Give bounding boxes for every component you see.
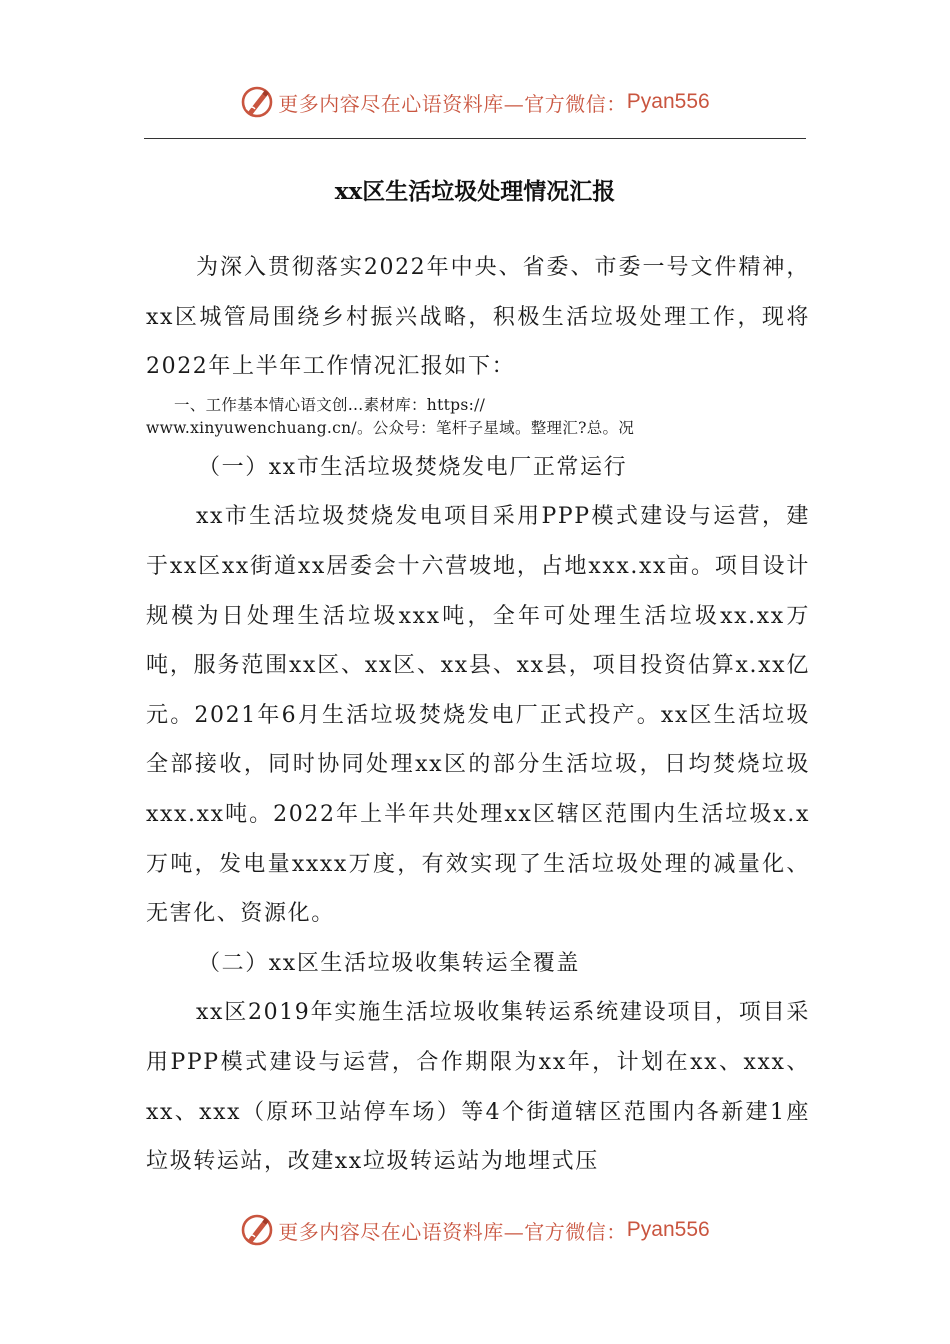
pen-logo-icon — [240, 85, 274, 119]
header-divider — [144, 138, 806, 139]
banner-handle: Pyan556 — [626, 90, 710, 113]
section-1-paragraph: xx市生活垃圾焚烧发电项目采用PPP模式建设与运营，建于xx区xx街道xx居委会十六营坡地，占地xxx.xx亩。项目设计规模为日处理生活垃圾xxx吨，全年可处理生活垃圾xx.xx万吨，服务范围xx区、xx区、xx县、xx县，项目投资估算x.xx亿元。2021年6月生活垃圾焚烧发电厂正式投产。xx区生活垃圾全部接收，同时协同处理xx区的部分生活垃圾，日均焚烧垃圾xxx.xx吨。2022年上半年共处理xx区辖区范围内生活垃圾x.x万吨，发电量xxxx万度，有效实现了生活垃圾处理的减量化、无害化、资源化。 — [146, 504, 810, 927]
header-banner — [0, 82, 950, 122]
section-1-heading: （一）xx市生活垃圾焚烧发电厂正常运行 — [198, 454, 628, 480]
intro-paragraph: 为深入贯彻落实2022年中央、省委、市委一号文件精神，xx区城管局围绕乡村振兴战略，积极生活垃圾处理工作，现将2022年上半年工作情况汇报如下： — [146, 255, 810, 380]
banner-handle: Pyan556 — [626, 1218, 710, 1241]
pen-logo-icon — [240, 1213, 274, 1247]
watermark-note — [146, 394, 810, 440]
section-2-heading: （二）xx区生活垃圾收集转运全覆盖 — [198, 950, 581, 976]
banner-text: 更多内容尽在心语资料库—官方微信： — [278, 91, 627, 116]
note-line-1: 一、工作基本情心语文创…素材库：https:// — [174, 395, 486, 414]
section-2-paragraph: xx区2019年实施生活垃圾收集转运系统建设项目，项目采用PPP模式建设与运营，合作期限为xx年，计划在xx、xxx、xx、xxx（原环卫站停车场）等4个街道辖区范围内各新建1座垃圾转运站，改建xx垃圾转运站为地埋式压 — [146, 1000, 810, 1175]
footer-banner — [0, 1210, 950, 1250]
note-line-2: www.xinyuwenchuang.cn/。公众号：笔杆子星域。整理汇?总。况 — [146, 418, 635, 437]
document-body — [146, 243, 810, 1187]
banner-text: 更多内容尽在心语资料库—官方微信： — [278, 1219, 627, 1244]
document-title: xx区生活垃圾处理情况汇报 — [334, 178, 616, 205]
